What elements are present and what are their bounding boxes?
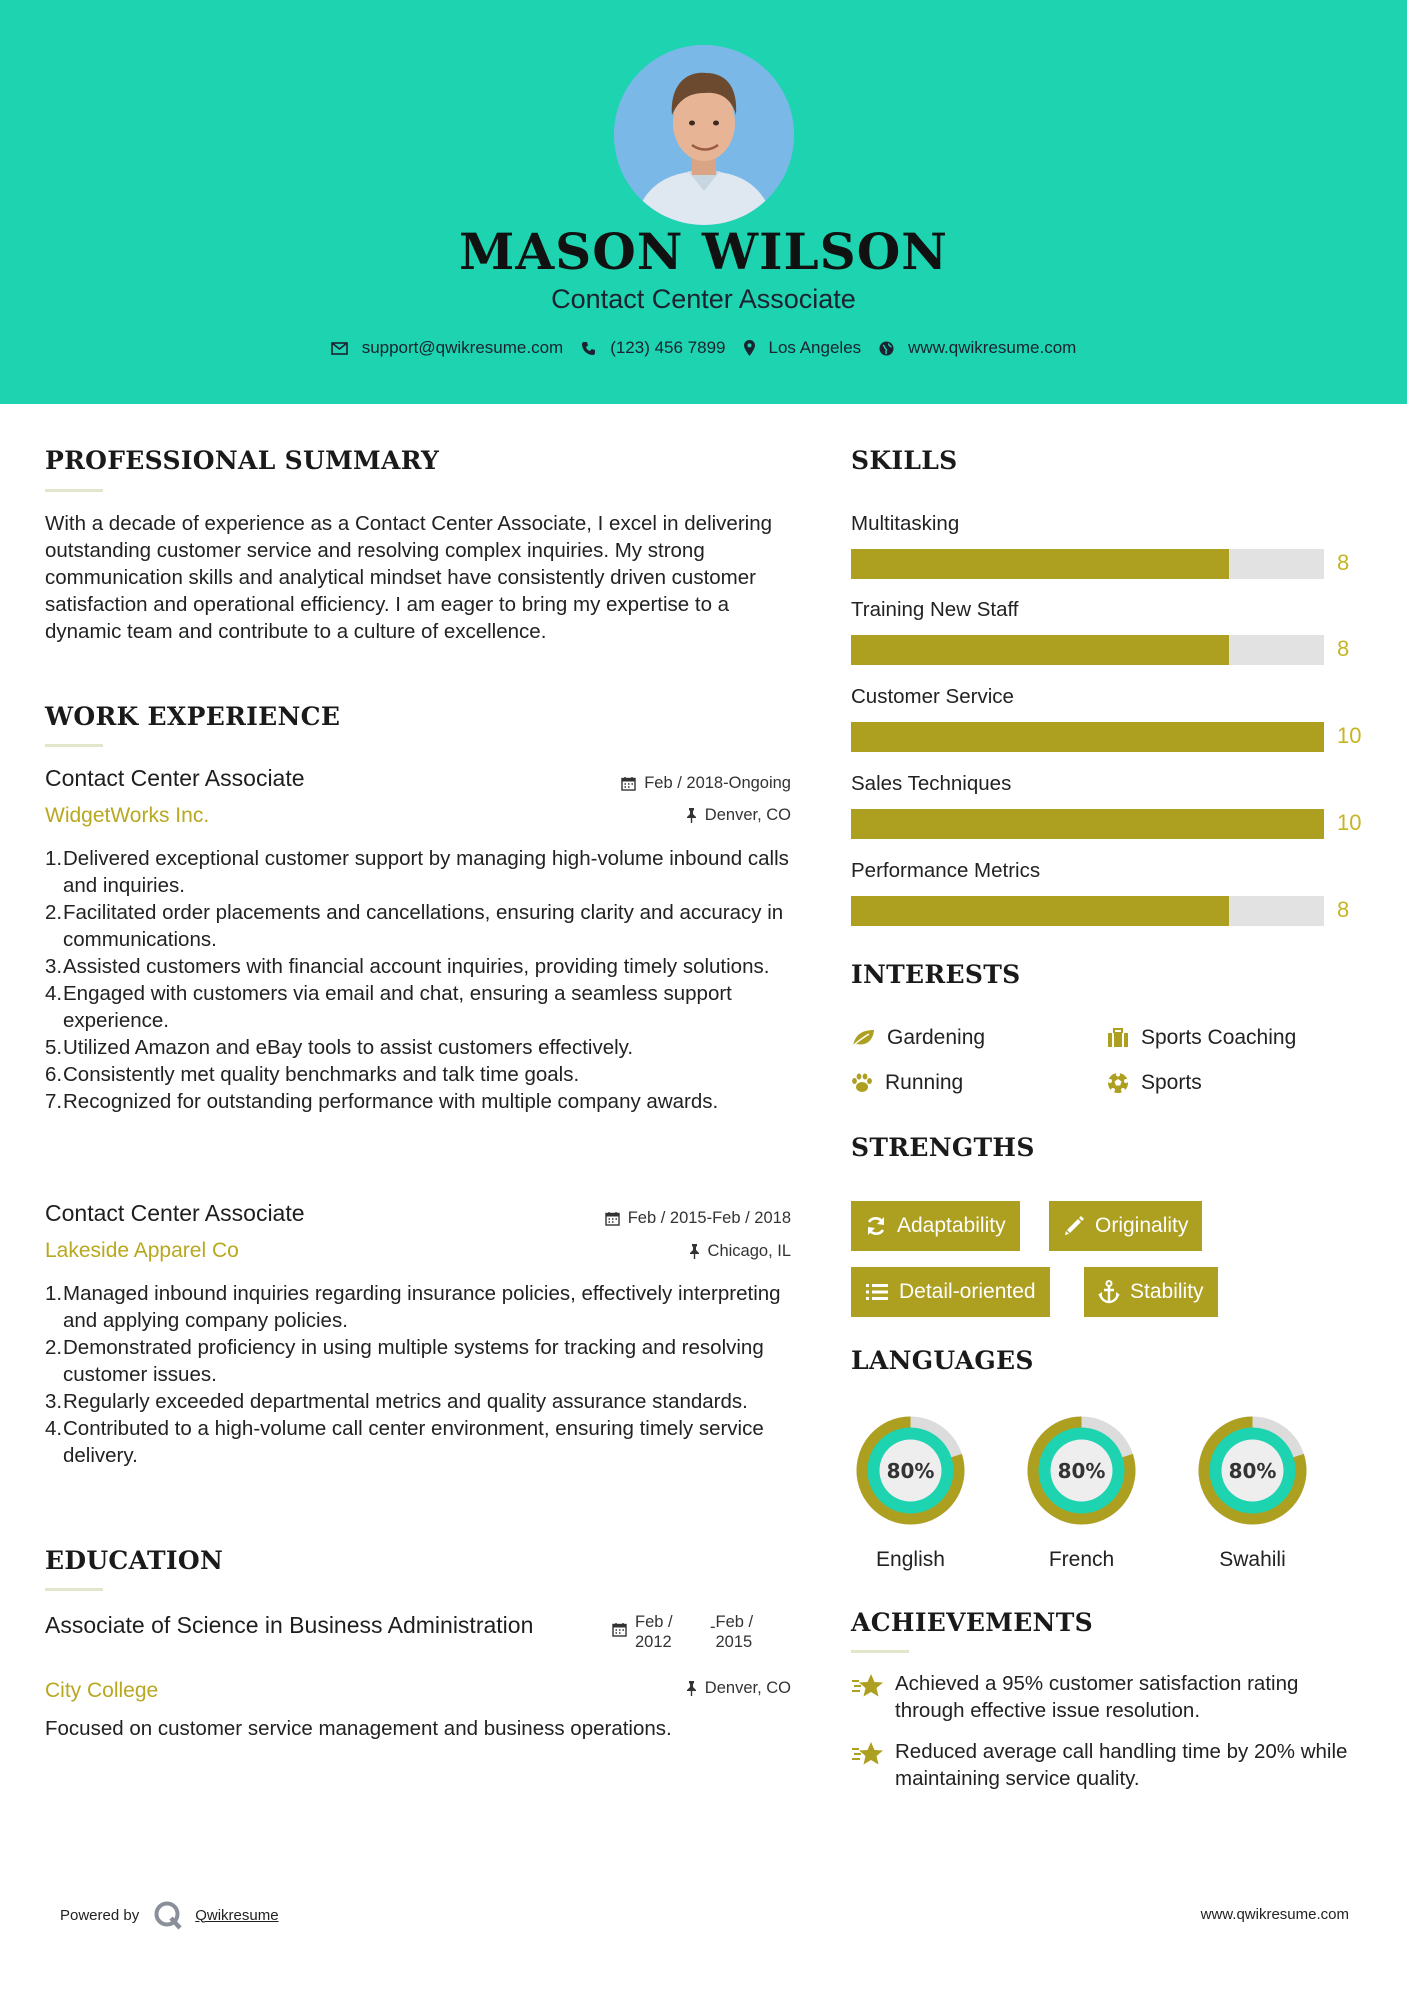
interest-running	[851, 1071, 963, 1095]
skill-bar	[851, 722, 1324, 752]
skill-bar-fill	[851, 809, 1324, 839]
achievement-text: Reduced average call handling time by 20% while maintaining service quality.	[895, 1740, 1348, 1790]
interest-label: Running	[885, 1071, 964, 1094]
education-date-end: Feb / 2015	[715, 1613, 754, 1651]
calendar-icon	[605, 1211, 620, 1226]
achievements-heading: ACHIEVEMENTS	[851, 1608, 1093, 1637]
summary-divider	[45, 489, 103, 492]
job-date-text: Feb / 2018-Ongoing	[644, 774, 791, 792]
contact-email[interactable]	[331, 338, 564, 358]
star-icon	[851, 1672, 885, 1700]
envelope-icon	[331, 342, 348, 355]
language-donut	[848, 1408, 973, 1533]
qwikresume-logo-icon	[153, 1900, 183, 1930]
strengths-heading: STRENGTHS	[851, 1133, 1035, 1162]
candidate-title: Contact Center Associate	[551, 284, 856, 314]
strength-badge	[851, 1267, 1050, 1317]
interests-heading: INTERESTS	[851, 960, 1021, 989]
skill-value: 8	[1337, 636, 1350, 661]
list-item: 1. Delivered exceptional customer support by managing high-volume inbound calls and inquiries.	[45, 847, 789, 897]
skill-bar-fill	[851, 722, 1324, 752]
briefcase-icon	[1107, 1028, 1129, 1048]
degree-title: Associate of Science in Business Administration	[45, 1612, 534, 1638]
pushpin-icon	[689, 1244, 700, 1259]
skill-bar	[851, 549, 1324, 579]
qwikresume-link[interactable]: Qwikresume	[195, 1906, 279, 1924]
strength-badge	[851, 1201, 1020, 1251]
achievements-divider	[851, 1650, 909, 1653]
summary-text: With a decade of experience as a Contact Center Associate, I excel in delivering outstanding customer service and resolving complex inquiries. My strong communication skills and analytical mindset have consistently driven customer satisfaction and operational efficiency. I am eager to bring my expertise to a dynamic team and contribute to a culture of excellence.	[45, 512, 773, 643]
list-item: 7. Recognized for outstanding performance with multiple company awards.	[45, 1090, 719, 1113]
education-divider	[45, 1588, 103, 1591]
list-item: 4. Engaged with customers via email and chat, ensuring a seamless support experience.	[45, 982, 732, 1032]
strength-badge	[1049, 1201, 1202, 1251]
language-name: English	[876, 1548, 945, 1571]
powered-by-text: Powered by	[60, 1906, 140, 1924]
contact-website[interactable]	[879, 338, 1076, 358]
list-item: 1. Managed inbound inquiries regarding insurance policies, effectively interpreting and applying company policies.	[45, 1282, 781, 1332]
languages-heading: LANGUAGES	[851, 1346, 1034, 1375]
footer-website[interactable]: www.qwikresume.com	[1200, 1906, 1349, 1923]
interest-sports-coaching	[1107, 1026, 1296, 1050]
list-item: 3. Regularly exceeded departmental metrics and quality assurance standards.	[45, 1390, 748, 1413]
skill-name: Multitasking	[851, 512, 960, 535]
interest-gardening	[851, 1026, 985, 1050]
soccer-ball-icon	[1107, 1072, 1129, 1094]
strength-label: Adaptability	[897, 1214, 1006, 1237]
interest-label: Sports	[1141, 1071, 1202, 1094]
job-location	[686, 806, 791, 825]
job-bullets	[45, 845, 795, 1115]
company-name: WidgetWorks Inc.	[45, 804, 210, 827]
website-text: www.qwikresume.com	[908, 338, 1077, 357]
school-name: City College	[45, 1679, 159, 1702]
experience-heading: WORK EXPERIENCE	[45, 702, 341, 731]
list-item: 4. Contributed to a high-volume call center environment, ensuring timely service delivery.	[45, 1417, 764, 1467]
list-item: 2. Demonstrated proficiency in using multiple systems for tracking and resolving customer issues.	[45, 1336, 764, 1386]
achievement-item	[851, 1738, 1371, 1792]
skill-bar	[851, 896, 1324, 926]
map-pin-icon	[744, 340, 755, 356]
education-date	[612, 1612, 766, 1652]
calendar-icon	[621, 776, 636, 791]
skill-bar-fill	[851, 635, 1229, 665]
contact-location	[744, 338, 862, 358]
skills-heading: SKILLS	[851, 446, 958, 475]
skill-bar	[851, 635, 1324, 665]
strength-label: Detail-oriented	[899, 1280, 1036, 1303]
education-date-start: Feb / 2012	[635, 1613, 673, 1651]
globe-icon	[879, 341, 894, 356]
interest-label: Gardening	[887, 1026, 986, 1049]
candidate-name: MASON WILSON	[459, 222, 948, 281]
donut-label: 80%	[886, 1459, 935, 1483]
profile-photo	[614, 45, 794, 225]
skill-bar	[851, 809, 1324, 839]
education-description: Focused on customer service management and business operations.	[45, 1717, 672, 1740]
skill-name: Sales Techniques	[851, 772, 1012, 795]
job-title: Contact Center Associate	[45, 765, 305, 791]
language-name: Swahili	[1219, 1548, 1286, 1571]
education-heading: EDUCATION	[45, 1546, 224, 1575]
interest-sports	[1107, 1071, 1202, 1095]
language-item	[848, 1408, 973, 1572]
job-bullets	[45, 1280, 795, 1469]
job-date-text: Feb / 2015-Feb / 2018	[627, 1209, 791, 1227]
footer-powered-by	[60, 1900, 279, 1930]
list-icon	[865, 1282, 889, 1302]
star-icon	[851, 1740, 885, 1768]
experience-divider	[45, 744, 103, 747]
list-item: 5. Utilized Amazon and eBay tools to assist customers effectively.	[45, 1036, 634, 1059]
refresh-icon	[865, 1215, 887, 1237]
company-name: Lakeside Apparel Co	[45, 1239, 239, 1262]
skill-value: 10	[1337, 723, 1362, 748]
skill-name: Training New Staff	[851, 598, 1019, 621]
leaf-icon	[851, 1028, 875, 1048]
calendar-icon	[612, 1622, 627, 1637]
person-avatar-icon	[614, 45, 794, 225]
achievement-item	[851, 1670, 1371, 1724]
education-date-separator: -	[710, 1618, 716, 1636]
skill-bar-fill	[851, 896, 1229, 926]
phone-text: (123) 456 7899	[610, 338, 726, 357]
education-location-text: Denver, CO	[704, 1679, 791, 1697]
contact-phone[interactable]	[581, 338, 725, 358]
education-location	[686, 1679, 791, 1698]
language-item	[1190, 1408, 1315, 1572]
language-name: French	[1048, 1548, 1115, 1571]
job-location	[689, 1242, 791, 1261]
interest-label: Sports Coaching	[1141, 1026, 1297, 1049]
list-item: 2. Facilitated order placements and cancellations, ensuring clarity and accuracy in communications.	[45, 901, 784, 951]
paw-icon	[851, 1073, 873, 1093]
contact-bar	[0, 338, 1407, 358]
skill-bar-fill	[851, 549, 1229, 579]
skill-value: 8	[1337, 550, 1350, 575]
donut-label: 80%	[1228, 1459, 1277, 1483]
skill-value: 8	[1337, 897, 1350, 922]
phone-icon	[581, 341, 596, 356]
language-donut	[1019, 1408, 1144, 1533]
strength-label: Stability	[1130, 1280, 1204, 1303]
list-item: 6. Consistently met quality benchmarks and talk time goals.	[45, 1063, 580, 1086]
donut-label: 80%	[1057, 1459, 1106, 1483]
anchor-icon	[1098, 1280, 1120, 1304]
email-text: support@qwikresume.com	[361, 338, 564, 357]
job-date	[621, 774, 791, 793]
strength-badge	[1084, 1267, 1218, 1317]
achievement-text: Achieved a 95% customer satisfaction rating through effective issue resolution.	[895, 1672, 1299, 1722]
strength-label: Originality	[1095, 1214, 1189, 1237]
summary-heading: PROFESSIONAL SUMMARY	[45, 446, 440, 475]
language-item	[1019, 1408, 1144, 1572]
skill-value: 10	[1337, 810, 1362, 835]
language-donut	[1190, 1408, 1315, 1533]
job-title: Contact Center Associate	[45, 1200, 305, 1226]
job-location-text: Chicago, IL	[707, 1242, 791, 1260]
pushpin-icon	[686, 1681, 697, 1696]
job-location-text: Denver, CO	[704, 806, 791, 824]
job-date	[605, 1209, 791, 1228]
location-text: Los Angeles	[768, 338, 862, 357]
skill-name: Performance Metrics	[851, 859, 1041, 882]
skill-name: Customer Service	[851, 685, 1014, 708]
list-item: 3. Assisted customers with financial account inquiries, providing timely solutions.	[45, 955, 770, 978]
pencil-icon	[1063, 1215, 1085, 1237]
resume-header	[0, 0, 1407, 404]
pushpin-icon	[686, 808, 697, 823]
